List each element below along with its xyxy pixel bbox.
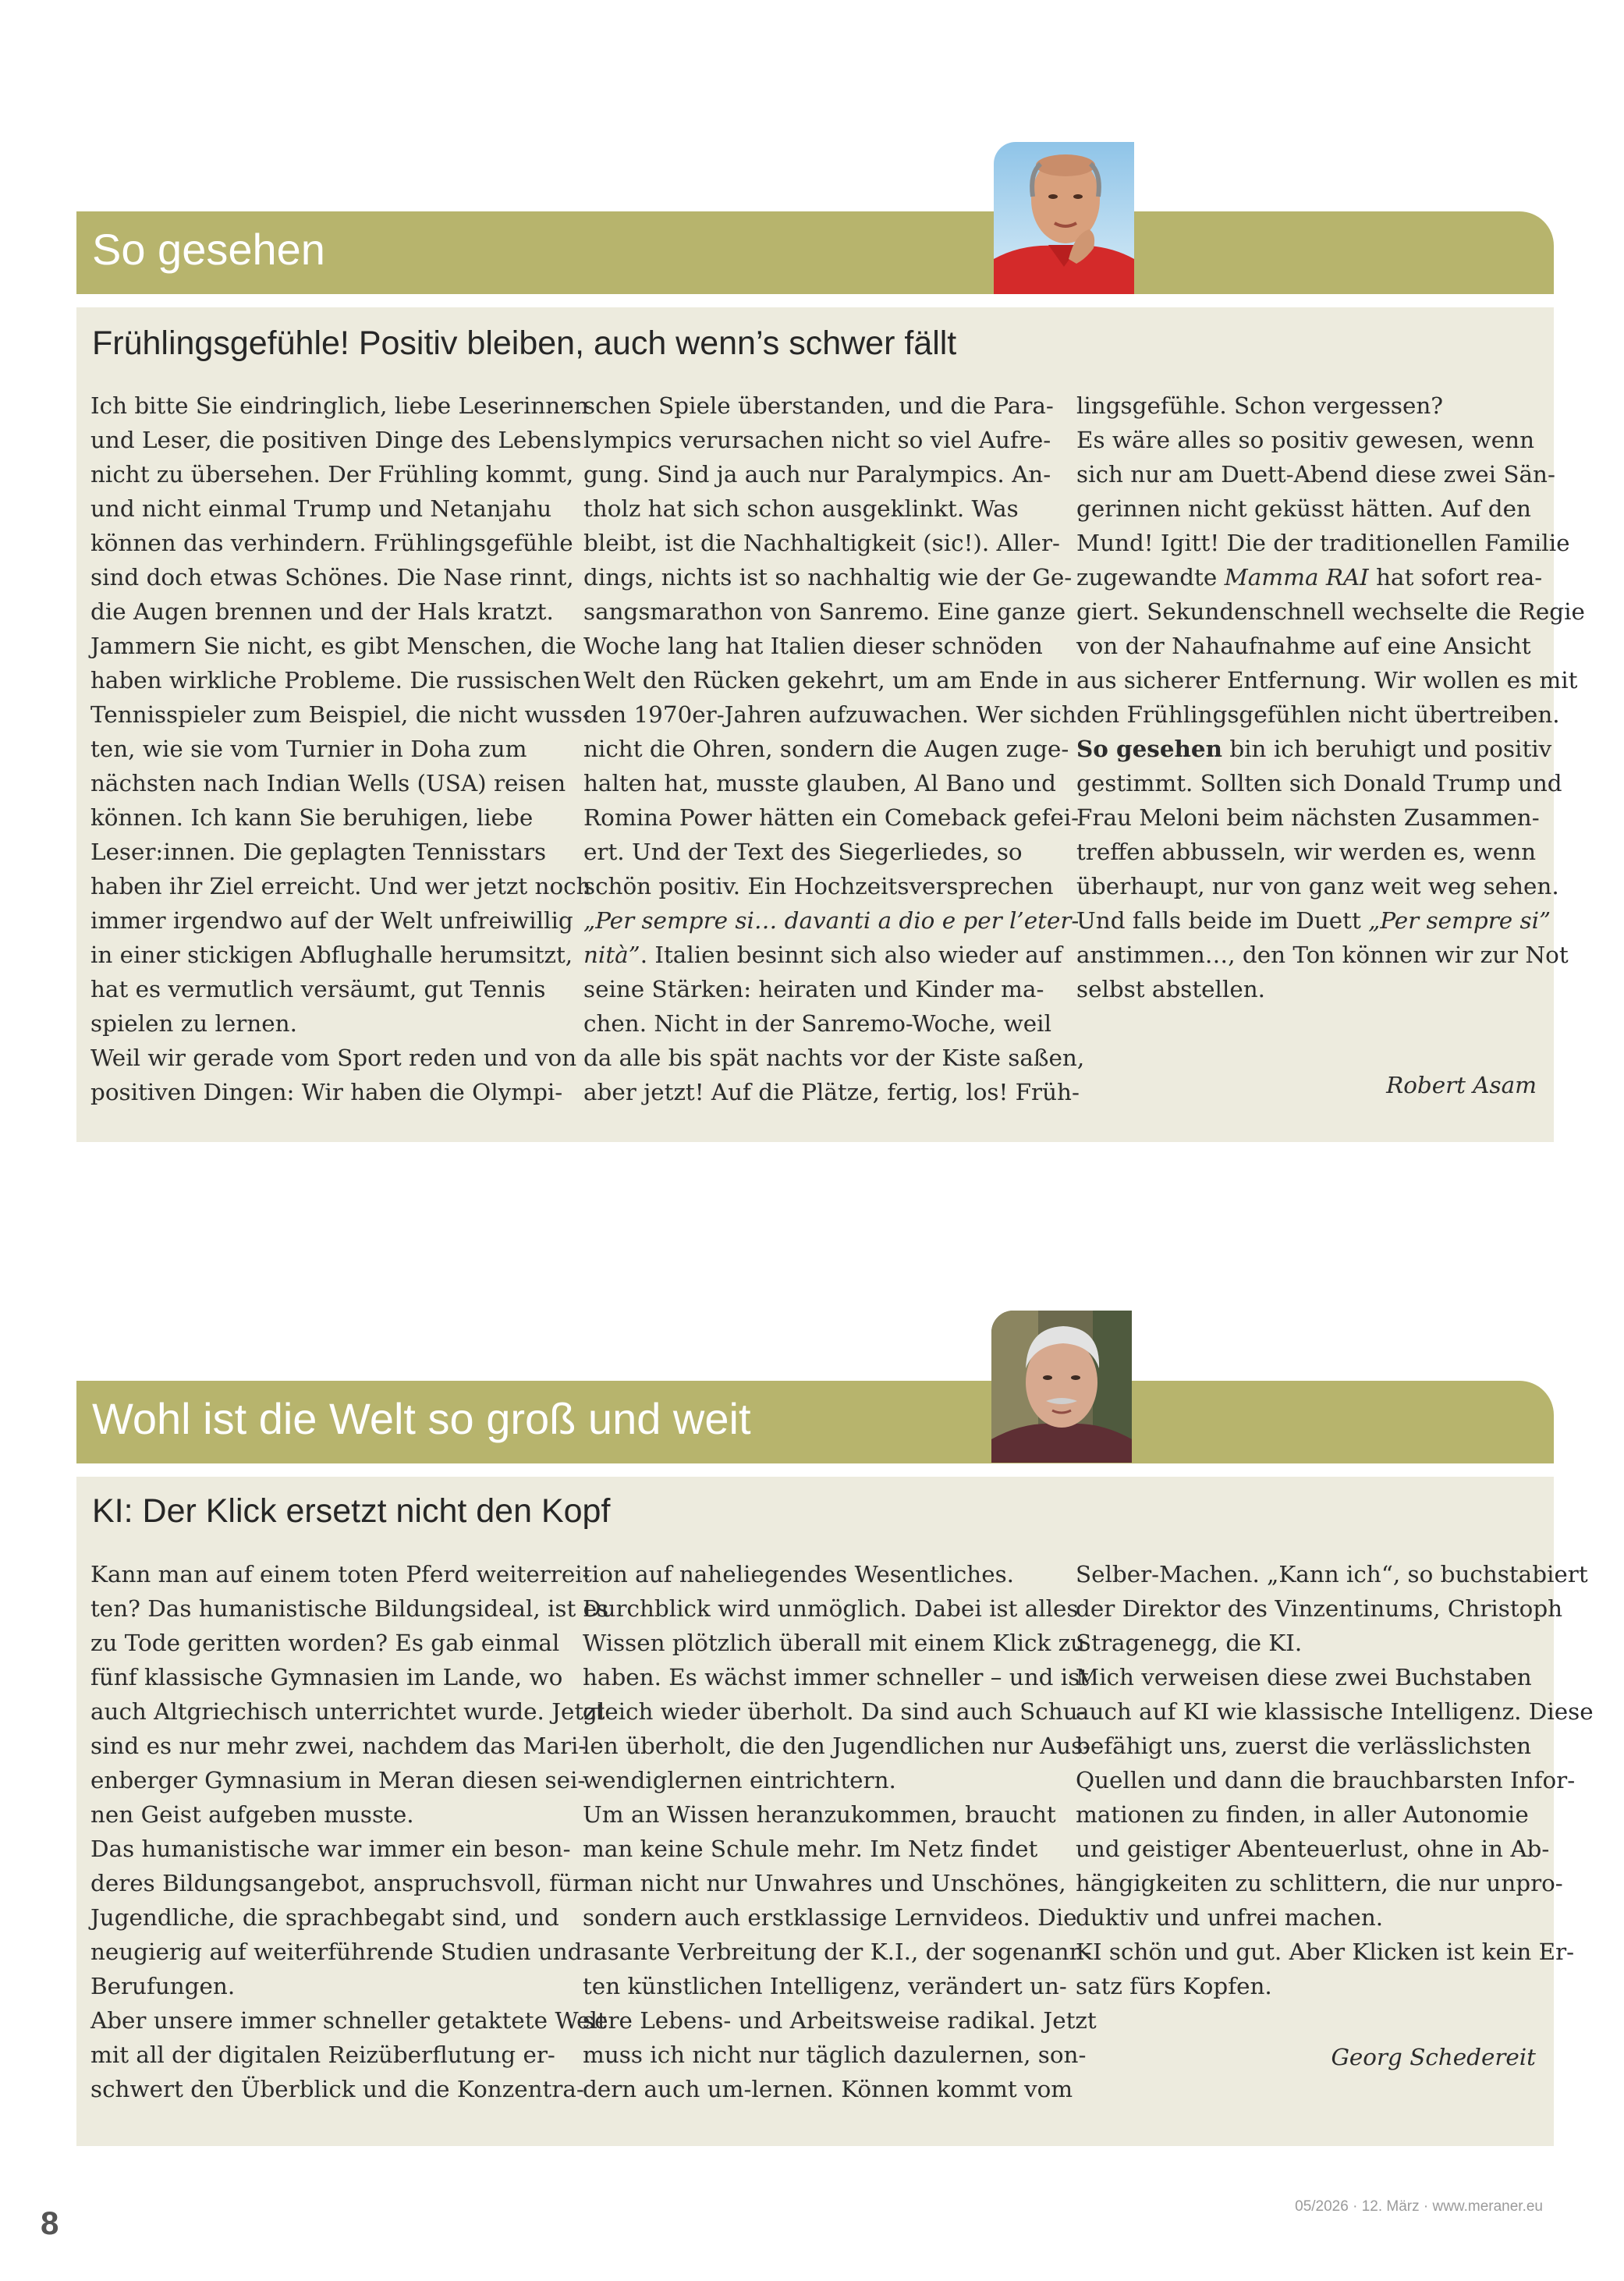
- text-line: Mund! Igitt! Die der traditionellen Familie: [1076, 530, 1570, 556]
- text-line: positiven Dingen: Wir haben die Olympi-: [90, 1079, 563, 1105]
- text-line: ten künstlichen Intelligenz, verändert un-: [583, 1973, 1067, 1999]
- text-column-2: [583, 1557, 1097, 2106]
- text-line: anstimmen…, den Ton können wir zur Not: [1076, 942, 1569, 968]
- text-line: Mich verweisen diese zwei Buchstaben: [1076, 1664, 1532, 1690]
- text-line: Kann man auf einem toten Pferd weiterrei-: [90, 1561, 590, 1587]
- text-line: rasante Verbreitung der K.I., der sogenann-: [583, 1939, 1092, 1965]
- text-line: und Leser, die positiven Dinge des Lebens: [90, 427, 582, 453]
- text-line: KI schön und gut. Aber Klicken ist kein Er-: [1076, 1939, 1575, 1965]
- article-subtitle: KI: Der Klick ersetzt nicht den Kopf: [92, 1492, 611, 1530]
- text-line: mationen zu finden, in aller Autonomie: [1076, 1801, 1529, 1828]
- text-line: da alle bis spät nachts vor der Kiste saßen,: [583, 1045, 1085, 1071]
- text-line: von der Nahaufnahme auf eine Ansicht: [1076, 633, 1531, 659]
- text-line: spielen zu lernen.: [90, 1010, 297, 1037]
- text-line: Wissen plötzlich überall mit einem Klick zu: [583, 1630, 1086, 1656]
- text-line: Romina Power hätten ein Comeback gefei-: [583, 804, 1080, 831]
- text-line: enberger Gymnasium in Meran diesen sei-: [90, 1767, 586, 1793]
- text-line: die Augen brennen und der Hals kratzt.: [90, 598, 554, 625]
- text-line: sich nur am Duett-Abend diese zwei Sän-: [1076, 461, 1555, 488]
- text-line: haben wirkliche Probleme. Die russischen: [90, 667, 581, 694]
- text-line: und geistiger Abenteuerlust, ohne in Ab-: [1076, 1836, 1550, 1862]
- text-column-3: [1076, 388, 1585, 1006]
- text-line: Woche lang hat Italien dieser schnöden: [583, 633, 1043, 659]
- text-line: auch Altgriechisch unterrichtet wurde. Jetzt: [90, 1698, 605, 1725]
- text-line: So gesehen bin ich beruhigt und positiv: [1076, 735, 1552, 762]
- text-line: schen Spiele überstanden, und die Para-: [583, 392, 1054, 419]
- text-line: schön positiv. Ein Hochzeitsversprechen: [583, 873, 1054, 899]
- text-line: und nicht einmal Trump und Netanjahu: [90, 495, 552, 522]
- text-column-3: [1076, 1557, 1594, 2003]
- text-line: Frau Meloni beim nächsten Zusammen-: [1076, 804, 1540, 831]
- text-line: Das humanistische war immer ein beson-: [90, 1836, 571, 1862]
- text-line: treffen abbusseln, wir werden es, wenn: [1076, 839, 1537, 865]
- issue-info: 05/2026 · 12. März · www.meraner.eu: [1295, 2198, 1543, 2215]
- text-line: Um an Wissen heranzukommen, braucht: [583, 1801, 1056, 1828]
- text-line: len überholt, die den Jugendlichen nur Aus-: [583, 1733, 1091, 1759]
- text-line: bleibt, ist die Nachhaltigkeit (sic!). Aller-: [583, 530, 1060, 556]
- text-line: den Frühlingsgefühlen nicht übertreiben.: [1076, 701, 1560, 728]
- text-line: Aber unsere immer schneller getaktete Welt: [90, 2007, 607, 2034]
- text-line: „Per sempre si… davanti a dio e per l’eter-: [583, 907, 1080, 934]
- text-line: seine Stärken: heiraten und Kinder ma-: [583, 976, 1044, 1002]
- text-line: muss ich nicht nur täglich dazulernen, son-: [583, 2042, 1087, 2068]
- text-line: der Direktor des Vinzentinums, Christoph: [1076, 1595, 1563, 1622]
- text-line: nächsten nach Indian Wells (USA) reisen: [90, 770, 566, 796]
- author-photo-asam: [994, 142, 1134, 294]
- text-line: duktiv und unfrei machen.: [1076, 1904, 1384, 1931]
- text-column-1: [90, 388, 591, 1109]
- text-line: gerinnen nicht geküsst hätten. Auf den: [1076, 495, 1531, 522]
- text-line: hängigkeiten zu schlittern, die nur unpro-: [1076, 1870, 1563, 1896]
- text-line: Jammern Sie nicht, es gibt Menschen, die: [90, 633, 576, 659]
- article-panel: [76, 1477, 1594, 2146]
- text-line: Weil wir gerade vom Sport reden und von: [90, 1045, 577, 1071]
- text-line: sind doch etwas Schönes. Die Nase rinnt,: [90, 564, 574, 591]
- text-line: satz fürs Kopfen.: [1076, 1973, 1272, 1999]
- text-line: giert. Sekundenschnell wechselte die Regie: [1076, 598, 1585, 625]
- text-line: neugierig auf weiterführende Studien und: [90, 1939, 583, 1965]
- text-line: Berufungen.: [90, 1973, 236, 1999]
- text-line: Ich bitte Sie eindringlich, liebe Leserinnen: [90, 392, 589, 419]
- section-title: So gesehen: [92, 225, 325, 274]
- author-signature: Georg Schedereit: [1331, 2044, 1536, 2070]
- text-line: zu Tode geritten worden? Es gab einmal: [90, 1630, 560, 1656]
- text-line: können. Ich kann Sie beruhigen, liebe: [90, 804, 534, 831]
- text-line: gleich wieder überholt. Da sind auch Schu-: [583, 1698, 1086, 1725]
- text-line: Es wäre alles so positiv gewesen, wenn: [1076, 427, 1535, 453]
- text-line: aber jetzt! Auf die Plätze, fertig, los! Früh-: [583, 1079, 1080, 1105]
- text-line: befähigt uns, zuerst die verlässlichsten: [1076, 1733, 1532, 1759]
- text-line: Und falls beide im Duett „Per sempre si”: [1076, 907, 1551, 934]
- text-line: dings, nichts ist so nachhaltig wie der Ge-: [583, 564, 1073, 591]
- text-line: gung. Sind ja auch nur Paralympics. An-: [583, 461, 1051, 488]
- page-number: 8: [41, 2205, 59, 2241]
- text-line: nità”. Italien besinnt sich also wieder auf: [583, 942, 1062, 968]
- text-line: sere Lebens- und Arbeitsweise radikal. Jetzt: [583, 2007, 1097, 2034]
- text-line: Tennisspieler zum Beispiel, die nicht wuss-: [90, 701, 590, 728]
- text-line: Welt den Rücken gekehrt, um am Ende in: [583, 667, 1069, 694]
- author-photo-schedereit: [991, 1311, 1132, 1463]
- text-column-1: [90, 1557, 609, 2106]
- article-panel: [76, 307, 1585, 1142]
- text-line: haben. Es wächst immer schneller – und ist: [583, 1664, 1090, 1690]
- text-line: haben ihr Ziel erreicht. Und wer jetzt noch: [90, 873, 591, 899]
- text-line: in einer stickigen Abflughalle herumsitzt,: [90, 942, 573, 968]
- text-line: schwert den Überblick und die Konzentra-: [90, 2076, 584, 2102]
- text-line: sondern auch erstklassige Lernvideos. Die: [583, 1904, 1077, 1931]
- text-line: Quellen und dann die brauchbarsten Infor-: [1076, 1767, 1576, 1793]
- text-line: auch auf KI wie klassische Intelligenz. Diese: [1076, 1698, 1594, 1725]
- text-line: Leser:innen. Die geplagten Tennisstars: [90, 839, 547, 865]
- text-line: lingsgefühle. Schon vergessen?: [1076, 392, 1444, 419]
- text-line: wendiglernen eintrichtern.: [583, 1767, 896, 1793]
- text-line: selbst abstellen.: [1076, 976, 1266, 1002]
- text-line: Durchblick wird unmöglich. Dabei ist alles: [583, 1595, 1079, 1622]
- text-line: nicht zu übersehen. Der Frühling kommt,: [90, 461, 574, 488]
- text-line: fünf klassische Gymnasien im Lande, wo: [90, 1664, 563, 1690]
- text-line: immer irgendwo auf der Welt unfreiwillig: [90, 907, 573, 934]
- text-column-2: [583, 388, 1085, 1109]
- text-line: man keine Schule mehr. Im Netz findet: [583, 1836, 1038, 1862]
- text-line: Jugendliche, die sprachbegabt sind, und: [90, 1904, 559, 1931]
- section-header-band: [76, 1381, 1554, 1463]
- text-line: hat es vermutlich versäumt, gut Tennis: [90, 976, 546, 1002]
- text-line: ert. Und der Text des Siegerliedes, so: [583, 839, 1023, 865]
- text-line: Selber-Machen. „Kann ich“, so buchstabiert: [1076, 1561, 1588, 1587]
- article-subtitle: Frühlingsgefühle! Positiv bleiben, auch wenn’s schwer fällt: [92, 325, 957, 362]
- text-line: Stragenegg, die KI.: [1076, 1630, 1303, 1656]
- text-line: den 1970er-Jahren aufzuwachen. Wer sich: [583, 701, 1076, 728]
- text-line: können das verhindern. Frühlingsgefühle: [90, 530, 573, 556]
- text-line: lympics verursachen nicht so viel Aufre-: [583, 427, 1051, 453]
- text-line: ten? Das humanistische Bildungsideal, ist es: [90, 1595, 609, 1622]
- text-line: ten, wie sie vom Turnier in Doha zum: [90, 736, 527, 762]
- text-line: aus sicherer Entfernung. Wir wollen es mit: [1076, 667, 1578, 694]
- text-line: tion auf naheliegendes Wesentliches.: [583, 1561, 1015, 1587]
- text-line: mit all der digitalen Reizüberflutung er-: [90, 2042, 555, 2068]
- text-line: chen. Nicht in der Sanremo-Woche, weil: [583, 1010, 1051, 1037]
- text-line: nen Geist aufgeben musste.: [90, 1801, 414, 1828]
- text-line: man nicht nur Unwahres und Unschönes,: [583, 1870, 1066, 1896]
- text-line: halten hat, musste glauben, Al Bano und: [583, 770, 1056, 796]
- text-line: dern auch um-lernen. Können kommt vom: [583, 2076, 1073, 2102]
- author-signature: Robert Asam: [1386, 1072, 1537, 1098]
- text-line: überhaupt, nur von ganz weit weg sehen.: [1076, 873, 1559, 899]
- text-line: sangsmarathon von Sanremo. Eine ganze: [583, 598, 1066, 625]
- text-line: deres Bildungsangebot, anspruchsvoll, für: [90, 1870, 584, 1896]
- text-line: zugewandte Mamma RAI hat sofort rea-: [1076, 564, 1543, 591]
- text-line: nicht die Ohren, sondern die Augen zuge-: [583, 736, 1069, 762]
- section-title: Wohl ist die Welt so groß und weit: [92, 1394, 751, 1443]
- text-line: gestimmt. Sollten sich Donald Trump und: [1076, 770, 1562, 796]
- text-line: sind es nur mehr zwei, nachdem das Mari-: [90, 1733, 587, 1759]
- section-header-band: [76, 211, 1554, 294]
- text-line: tholz hat sich schon ausgeklinkt. Was: [583, 495, 1019, 522]
